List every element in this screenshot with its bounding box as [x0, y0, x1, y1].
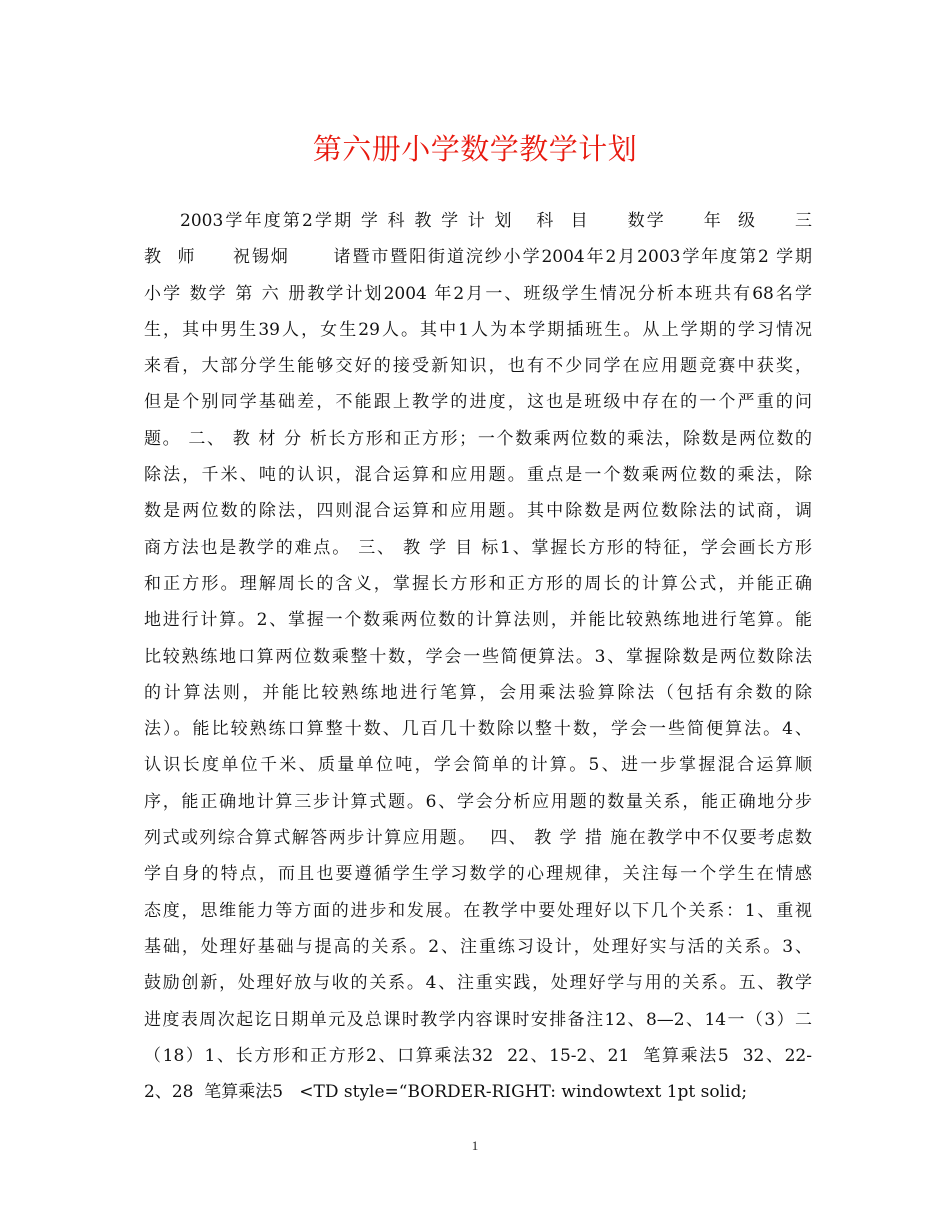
body-line: 小学 数学 第 六 册教学计划2004 年2月一、班级学生情况分析本班共有68名学	[144, 283, 812, 304]
body-line: 商方法也是教学的难点。 三、 教 学 目 标1、掌握长方形的特征，学会画长方形	[144, 537, 812, 558]
body-line: 基础，处理好基础与提高的关系。2、注重练习设计，处理好实与活的关系。3、	[144, 936, 812, 957]
body-line: 的计算法则，并能比较熟练地进行笔算，会用乘法验算除法（包括有余数的除	[144, 682, 812, 703]
body-line: （18）1、长方形和正方形2、口算乘法32 22、15-2、21 笔算乘法5 32、22-	[144, 1045, 812, 1066]
body-line: 态度，思维能力等方面的进步和发展。在教学中要处理好以下几个关系：1、重视	[144, 900, 812, 921]
body-line: 鼓励创新，处理好放与收的关系。4、注重实践，处理好学与用的关系。五、教学	[144, 973, 812, 994]
body-line: 2003学年度第2学期 学 科 教 学 计 划 科 目 数学 年 级 三	[180, 211, 812, 231]
body-line: 比较熟练地口算两位数乘整十数，学会一些简便算法。3、掌握除数是两位数除法	[144, 646, 812, 667]
body-line: 除法，千米、吨的认识，混合运算和应用题。重点是一个数乘两位数的乘法，除	[144, 465, 812, 486]
body-line: 2、28 笔算乘法5 <TD style=“BORDER-RIGHT: windowtext 1pt solid;	[144, 1082, 748, 1103]
body-line: 序，能正确地计算三步计算式题。6、学会分析应用题的数量关系，能正确地分步	[144, 791, 812, 812]
body-line: 地进行计算。2、掌握一个数乘两位数的计算法则，并能比较熟练地进行笔算。能	[144, 610, 812, 631]
body-line: 法）。能比较熟练口算整十数、几百几十数除以整十数，学会一些简便算法。4、	[144, 719, 812, 740]
document-body	[144, 203, 812, 1110]
body-line: 生，其中男生39人，女生29人。其中1人为本学期插班生。从上学期的学习情况	[144, 319, 812, 340]
page-number: 1	[471, 1138, 479, 1153]
body-line: 题。 二、 教 材 分 析长方形和正方形；一个数乘两位数的乘法，除数是两位数的	[144, 428, 812, 449]
body-line: 列式或列综合算式解答两步计算应用题。 四、 教 学 措 施在教学中不仅要考虑数	[144, 828, 812, 849]
body-line: 学自身的特点，而且也要遵循学生学习数学的心理规律，关注每一个学生在情感	[144, 864, 812, 885]
body-line: 数是两位数的除法，四则混合运算和应用题。其中除数是两位数除法的试商，调	[144, 501, 812, 522]
body-line: 来看，大部分学生能够交好的接受新知识，也有不少同学在应用题竞赛中获奖，	[144, 356, 812, 377]
body-line: 认识长度单位千米、质量单位吨，学会简单的计算。5、进一步掌握混合运算顺	[144, 755, 812, 776]
body-line: 和正方形。理解周长的含义，掌握长方形和正方形的周长的计算公式，并能正确	[144, 573, 812, 594]
body-line: 教 师 祝锡炯 诸暨市暨阳街道浣纱小学2004年2月2003学年度第2 学期	[144, 247, 812, 268]
document-title: 第六册小学数学教学计划	[312, 132, 638, 166]
body-line: 进度表周次起讫日期单元及总课时教学内容课时安排备注12、8—2、14一（3）二	[144, 1009, 812, 1030]
body-line: 但是个别同学基础差，不能跟上教学的进度，这也是班级中存在的一个严重的问	[144, 392, 812, 413]
